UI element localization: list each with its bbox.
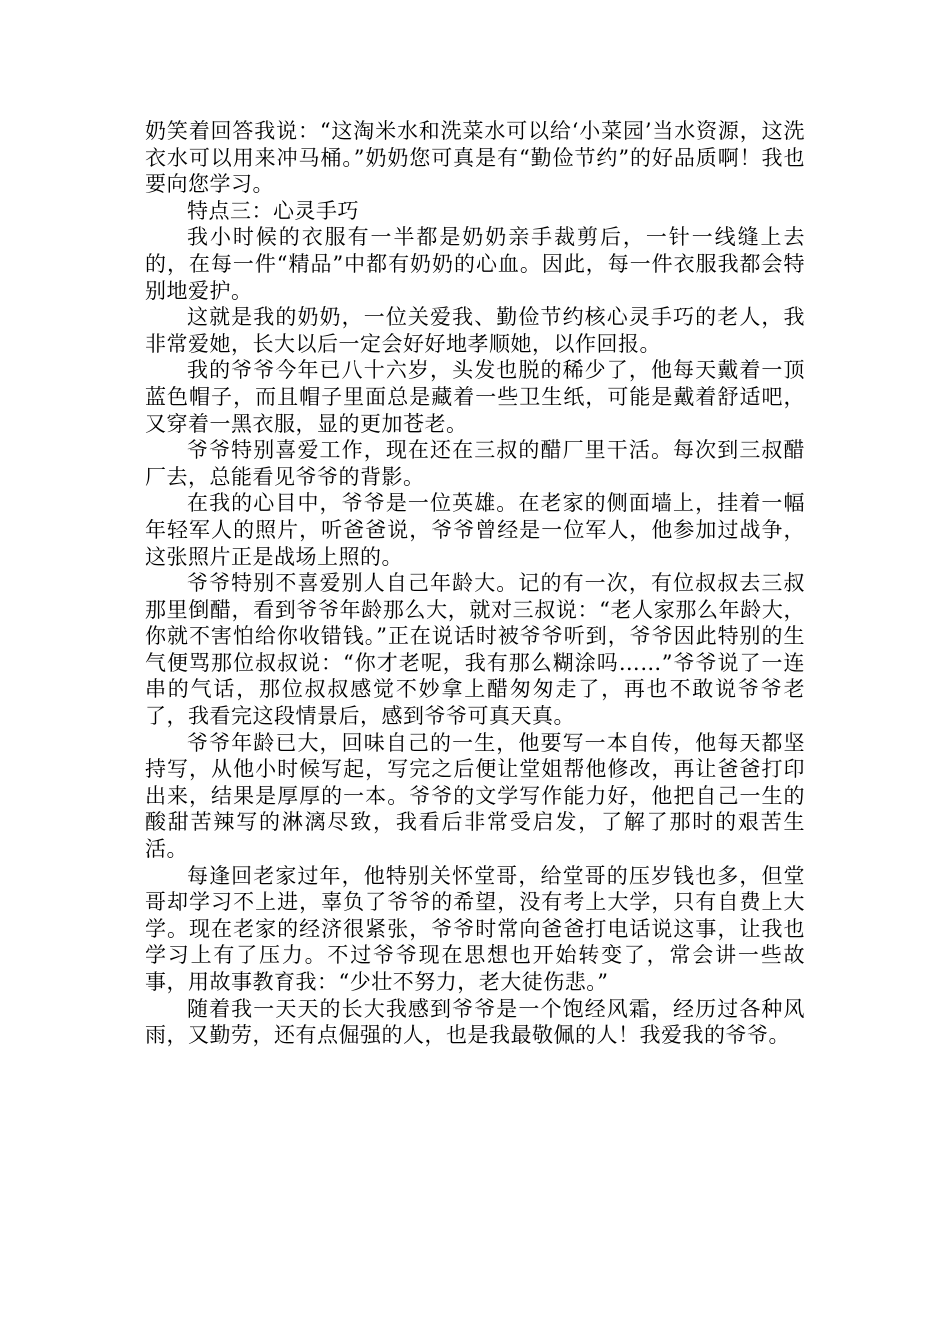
paragraph: 每逢回老家过年，他特别关怀堂哥，给堂哥的压岁钱也多，但堂哥却学习不上进，辜负了爷爷的希望，没有考上大学，只有自费上大学。现在老家的经济很紧张，爷爷时常向爸爸打电话说这事，让我也学习上有了压力。不过爷爷现在思想也开始转变了，常会讲一些故事，用故事教育我：“少壮不努力，老大徒伤悲。”: [145, 863, 805, 994]
paragraph: 爷爷特别不喜爱别人自己年龄大。记的有一次，有位叔叔去三叔那里倒醋，看到爷爷年龄那么大，就对三叔说：“老人家那么年龄大，你就不害怕给你收错钱。”正在说话时被爷爷听到，爷爷因此特别的生气便骂那位叔叔说：“你才老呢，我有那么糊涂吗……”爷爷说了一连串的气话，那位叔叔感觉不妙拿上醋匆匆走了，再也不敢说爷爷老了，我看完这段情景后，感到爷爷可真天真。: [145, 571, 805, 729]
section-heading: 特点三：心灵手巧: [187, 198, 359, 223]
paragraph: 我小时候的衣服有一半都是奶奶亲手裁剪后，一针一线缝上去的，在每一件“精品”中都有奶奶的心血。因此，每一件衣服我都会特别地爱护。: [145, 225, 805, 303]
document-page: [145, 118, 805, 1049]
paragraph: 在我的心目中，爷爷是一位英雄。在老家的侧面墙上，挂着一幅年轻军人的照片，听爸爸说，爷爷曾经是一位军人，他参加过战争，这张照片正是战场上照的。: [145, 491, 805, 569]
paragraph: 随着我一天天的长大我感到爷爷是一个饱经风霜，经历过各种风雨，又勤劳，还有点倔强的人，也是我最敬佩的人！我爱我的爷爷。: [145, 996, 805, 1048]
paragraph: 爷爷年龄已大，回味自己的一生，他要写一本自传，他每天都坚持写，从他小时候写起，写完之后便让堂姐帮他修改，再让爸爸打印出来，结果是厚厚的一本。爷爷的文学写作能力好，他把自己一生的酸甜苦辣写的淋漓尽致，我看后非常受启发，了解了那时的艰苦生活。: [145, 730, 805, 862]
paragraph: 我的爷爷今年已八十六岁，头发也脱的稀少了，他每天戴着一顶蓝色帽子，而且帽子里面总是藏着一些卫生纸，可能是戴着舒适吧，又穿着一黑衣服，显的更加苍老。: [145, 358, 805, 436]
paragraph: 爷爷特别喜爱工作，现在还在三叔的醋厂里干活。每次到三叔醋厂去，总能看见爷爷的背影。: [145, 438, 805, 489]
paragraph-continuation: 奶笑着回答我说：“这淘米水和洗菜水可以给‘小菜园’当水资源，这洗衣水可以用来冲马桶。”奶奶您可真是有“勤俭节约”的好品质啊！我也要向您学习。: [145, 119, 805, 197]
paragraph: 这就是我的奶奶，一位关爱我、勤俭节约核心灵手巧的老人，我非常爱她，长大以后一定会好好地孝顺她，以作回报。: [145, 305, 805, 356]
